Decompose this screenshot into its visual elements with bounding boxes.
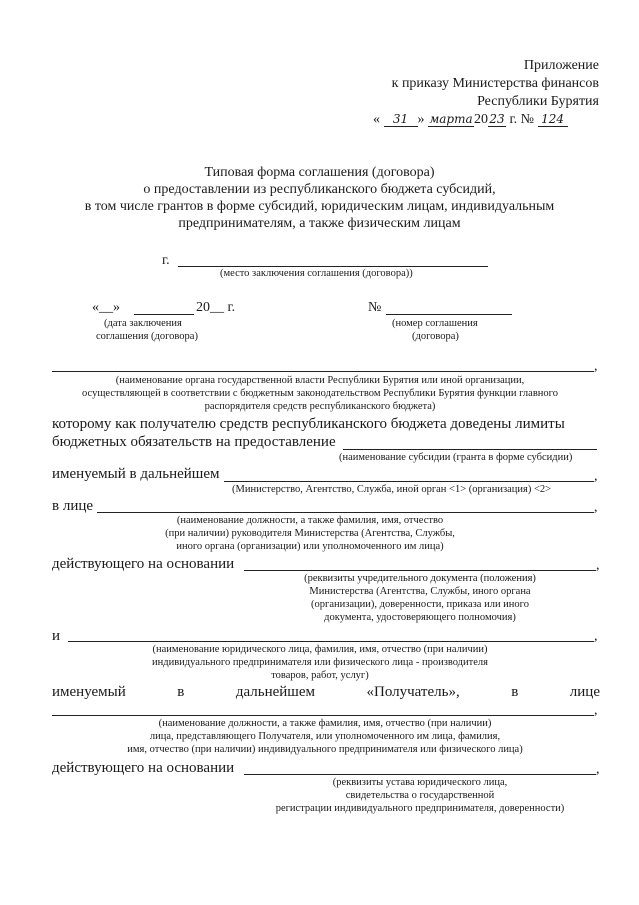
recipient-representative-field[interactable]	[52, 715, 594, 716]
title-line-3: в том числе грантов в форме субсидий, юридическим лицам, индивидуальным	[84, 199, 555, 214]
recipient-comma: ,	[594, 703, 598, 718]
acting-caption-2: Министерства (Агентства, Службы, иного органа	[309, 586, 531, 597]
subsidy-name-field[interactable]	[343, 449, 597, 450]
title-line-4: предпринимателям, а также физическим лицам	[178, 216, 461, 231]
date-year: 20__ г.	[196, 300, 236, 315]
acting2-comma: ,	[596, 762, 600, 777]
in-person-field[interactable]	[97, 512, 594, 513]
acting-field[interactable]	[244, 570, 596, 571]
year-prefix: 20	[474, 112, 488, 127]
organization-comma: ,	[594, 359, 598, 374]
named-comma: ,	[594, 469, 598, 484]
organization-field[interactable]	[52, 371, 594, 372]
recipient-name-field[interactable]	[68, 641, 594, 642]
order-month: марта	[429, 112, 473, 126]
organization-caption-2: осуществляющей в соответствии с бюджетным законодательством Республики Бурятия функции главного	[82, 388, 558, 399]
and-label: и	[52, 628, 61, 644]
subsidy-caption: (наименование субсидии (гранта в форме субсидии)	[339, 452, 573, 463]
date-caption-1: (дата заключения	[104, 318, 182, 329]
city-caption: (место заключения соглашения (договора))	[220, 268, 413, 279]
number-prefix: №	[368, 300, 382, 315]
in-person-caption-3: иного органа (организации) или уполномоченного им лица)	[176, 541, 444, 552]
city-field[interactable]	[178, 266, 488, 267]
appendix-label: Приложение	[523, 58, 599, 73]
quote-close: »	[417, 112, 425, 127]
year-suffix: 23	[489, 112, 505, 126]
quote-open: «	[373, 112, 380, 127]
agreement-number-field[interactable]	[386, 314, 512, 315]
acting2-caption-3: регистрации индивидуального предпринимателя, доверенности)	[275, 803, 565, 814]
title-line-2: о предоставлении из республиканского бюджета субсидий,	[143, 182, 496, 197]
number-caption-1: (номер соглашения	[392, 318, 478, 329]
named-field[interactable]	[224, 481, 594, 482]
city-prefix: г.	[162, 253, 170, 268]
recipient-line	[52, 684, 600, 701]
named-label: именуемый в дальнейшем	[52, 466, 220, 482]
recipient-caption-2: лица, представляющего Получателя, или уполномоченного им лица, фамилия,	[149, 731, 501, 742]
in-person-caption-2: (при наличии) руководителя Министерства (Агентства, Службы,	[165, 528, 455, 539]
recipient-word-5: в	[511, 684, 519, 700]
and-caption-2: индивидуального предпринимателя или физического лица - производителя	[152, 657, 488, 668]
recipient-word-6: лице	[569, 684, 600, 700]
organization-caption-3: распорядителя средств республиканского бюджета)	[204, 401, 436, 412]
acting-caption-1: (реквизиты учредительного документа (положения)	[304, 573, 536, 584]
organization-caption-1: (наименование органа государственной власти Республики Бурятия или иной организации,	[115, 375, 525, 386]
and-caption-3: товаров, работ, услуг)	[271, 670, 369, 681]
and-caption-1: (наименование юридического лица, фамилия, имя, отчество (при наличии)	[152, 644, 488, 655]
order-number: 124	[538, 112, 568, 127]
order-date-line	[373, 112, 568, 128]
recipient-word-4: «Получатель»,	[366, 684, 460, 700]
acting-caption-3: (организации), доверенности, приказа или иного	[311, 599, 529, 610]
acting2-caption-2: свидетельства о государственной	[345, 790, 495, 801]
and-comma: ,	[594, 629, 598, 644]
date-caption-2: соглашения (договора)	[96, 331, 198, 342]
acting2-field[interactable]	[244, 774, 596, 775]
acting2-caption-1: (реквизиты устава юридического лица,	[332, 777, 508, 788]
year-g-no: г. №	[509, 112, 535, 127]
acting2-label: действующего на основании	[52, 760, 235, 776]
acting-comma: ,	[596, 558, 600, 573]
acting-caption-4: документа, удостоверяющего полномочия)	[324, 612, 516, 623]
in-person-caption-1: (наименование должности, а также фамилия, имя, отчество	[176, 515, 444, 526]
recipient-word-2: в	[177, 684, 185, 700]
in-person-label: в лице	[52, 498, 94, 514]
title-line-1: Типовая форма соглашения (договора)	[204, 165, 435, 180]
order-day: 31	[384, 112, 418, 127]
named-caption: (Министерство, Агентство, Служба, иной орган <1> (организация) <2>	[232, 484, 552, 495]
number-caption-2: (договора)	[412, 331, 459, 342]
recipient-word-1: именуемый	[52, 684, 126, 700]
recipient-caption-3: имя, отчество (при наличии) индивидуального предпринимателя или физического лица)	[127, 744, 523, 755]
limits-text-2: бюджетных обязательств на предоставление	[52, 434, 336, 450]
order-reference: к приказу Министерства финансов	[391, 76, 599, 91]
in-person-comma: ,	[594, 500, 598, 515]
recipient-caption-1: (наименование должности, а также фамилия, имя, отчество (при наличии)	[158, 718, 492, 729]
date-prefix: «__»	[92, 300, 120, 315]
recipient-word-3: дальнейшем	[235, 684, 315, 700]
republic-name: Республики Бурятия	[477, 94, 599, 109]
date-month-field[interactable]	[134, 314, 194, 315]
acting-label: действующего на основании	[52, 556, 235, 572]
limits-text-1: которому как получателю средств республиканского бюджета доведены лимиты	[52, 416, 565, 432]
